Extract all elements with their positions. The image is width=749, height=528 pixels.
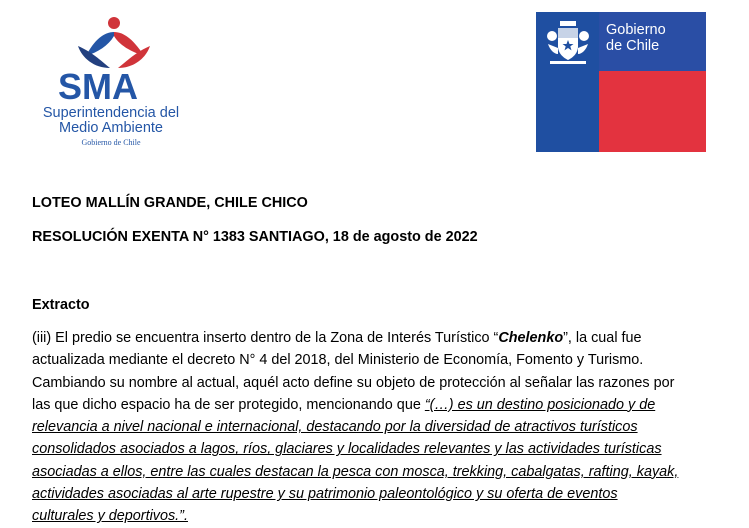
sma-gobierno-line: Gobierno de Chile <box>81 138 141 147</box>
coat-of-arms-icon <box>542 18 594 66</box>
quoted-text: “(…) es un destino posicionado y de <box>424 396 656 413</box>
quoted-line: culturales y deportivos.”. <box>32 508 188 525</box>
gob-title-line2: de Chile <box>606 38 660 54</box>
paragraph-line: actualizada mediante el decreto N° 4 del 2018, del Ministerio de Economía, Fomento y Turismo. <box>32 352 644 369</box>
quoted-line: asociadas a ellos, entre las cuales destacan la pesca con mosca, trekking, cabalgatas, rafting, kayak, <box>32 463 679 480</box>
sma-acronym: SMA <box>58 66 138 107</box>
gob-red-block <box>599 71 706 152</box>
text-run: las que dicho espacio ha de ser protegido, mencionando que <box>32 396 425 413</box>
section-title-extracto: Extracto <box>32 297 90 313</box>
document-heading-resolution: RESOLUCIÓN EXENTA N° 1383 SANTIAGO, 18 de agosto de 2022 <box>32 229 478 245</box>
gob-title-line1: Gobierno <box>606 22 666 38</box>
paragraph-line <box>32 327 732 349</box>
sma-name-line2: Medio Ambiente <box>59 120 163 136</box>
chelenko-term: Chelenko <box>498 330 564 346</box>
extracto-paragraph <box>32 327 732 528</box>
sma-name-line1: Superintendencia del <box>42 105 180 121</box>
text-run: ”, la cual fue <box>563 330 642 346</box>
quoted-line: relevancia a nivel nacional e internacional, destacando por la diversidad de atractivos turísticos <box>32 419 638 436</box>
text-run: (iii) El predio se encuentra inserto dentro de la Zona de Interés Turístico “ <box>32 330 499 346</box>
sma-logo <box>36 16 186 151</box>
gobierno-de-chile-logo <box>536 12 706 152</box>
sma-leaves-icon <box>74 16 154 72</box>
paragraph-line <box>32 394 732 416</box>
quoted-line: consolidados asociados a lagos, ríos, glaciares y localidades relevantes y las actividades turísticas <box>32 441 662 458</box>
paragraph-line: Cambiando su nombre al actual, aquél acto define su objeto de protección al señalar las razones por <box>32 374 675 391</box>
gob-blue-stripe <box>536 71 599 152</box>
document-heading-title: LOTEO MALLÍN GRANDE, CHILE CHICO <box>32 195 308 211</box>
quoted-line: actividades asociadas al arte rupestre y su patrimonio paleontológico y su oferta de eventos <box>32 486 618 503</box>
